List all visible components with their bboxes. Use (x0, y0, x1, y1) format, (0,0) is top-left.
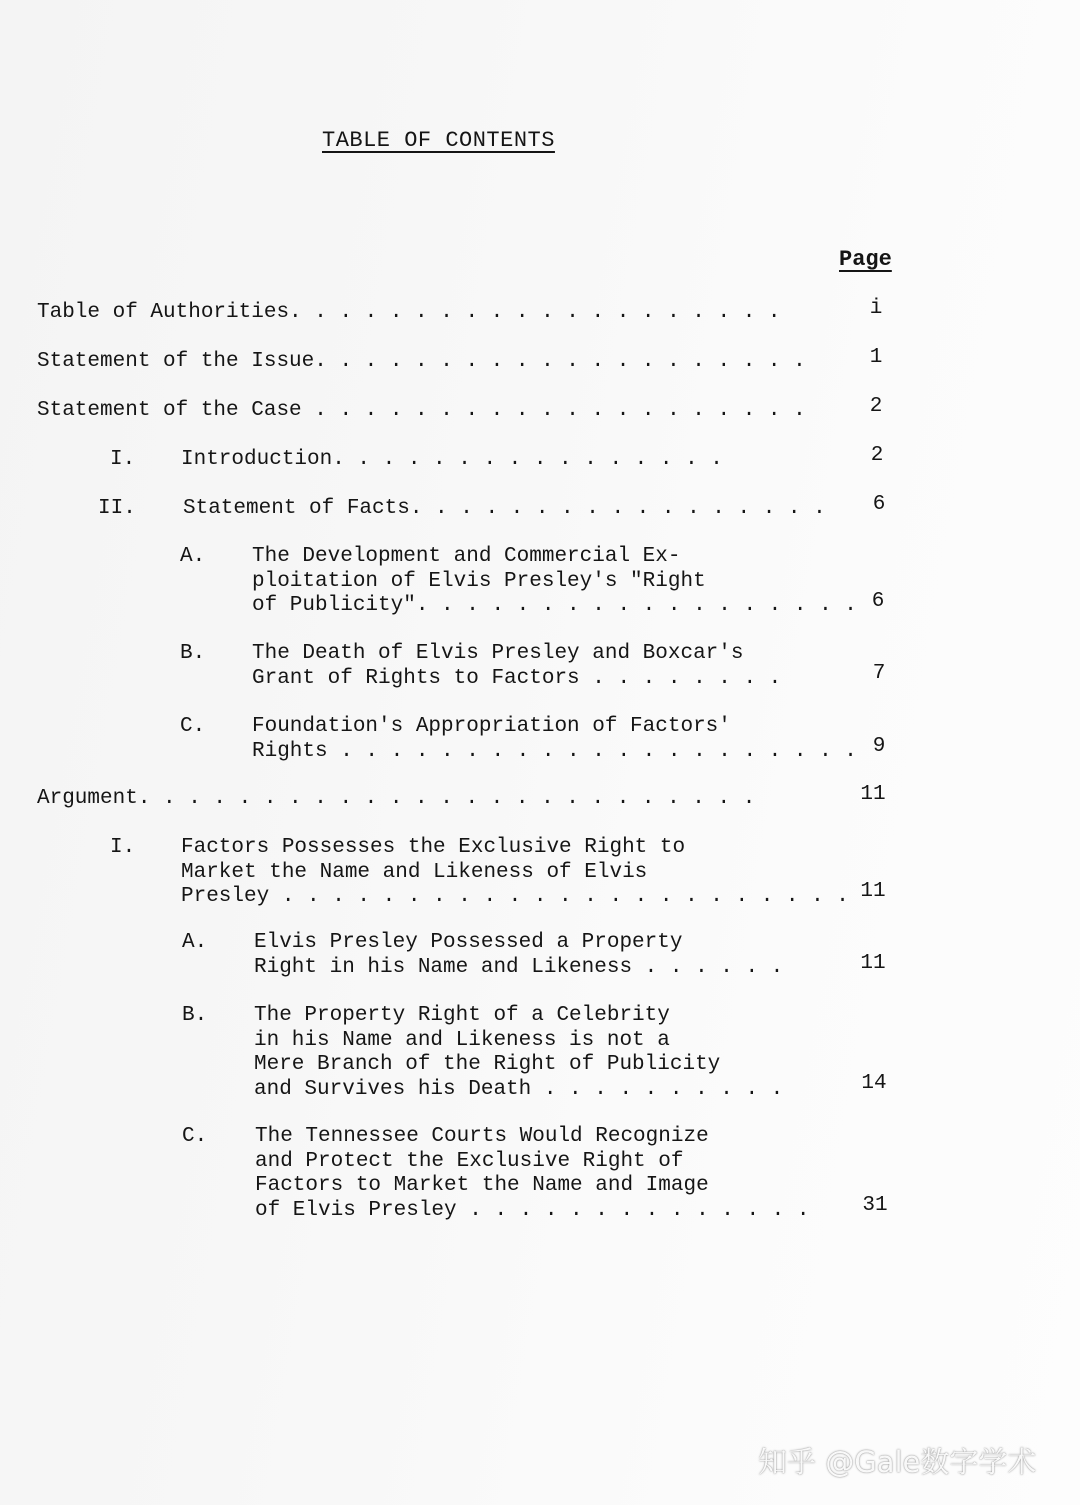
toc-subsection-marker: B. (180, 642, 206, 665)
toc-page-number: 11 (860, 952, 886, 975)
toc-entry-development-exploitation[interactable] (252, 545, 857, 619)
toc-page-number: 11 (860, 783, 886, 806)
toc-entry-argument[interactable] (37, 787, 755, 812)
toc-entry-tennessee-courts[interactable] (255, 1125, 810, 1223)
toc-page-number: 2 (869, 395, 883, 418)
toc-entry-text-line: and Protect the Exclusive Right of (255, 1149, 684, 1173)
toc-section-marker: I. (110, 448, 136, 471)
toc-entry-text-line: of Publicity". . . . . . . . . . . . . . . . . . (252, 594, 857, 617)
toc-entry-text-line: Market the Name and Likeness of Elvis (181, 860, 648, 884)
toc-entry-statement-of-issue[interactable] (37, 350, 806, 375)
toc-page-number: 11 (860, 880, 886, 903)
toc-entry-text-line: Foundation's Appropriation of Factors' (252, 715, 731, 738)
toc-entry-text-line: Presley . . . . . . . . . . . . . . . . . . . . . . . (181, 885, 849, 908)
toc-entry-text-line: Factors Possesses the Exclusive Right to (181, 836, 686, 859)
toc-entry-text-line: in his Name and Likeness is not a (254, 1028, 670, 1052)
toc-entry-introduction[interactable] (181, 448, 723, 473)
toc-entry-text: Introduction. . . . . . . . . . . . . . . . (181, 448, 723, 471)
toc-entry-statement-of-case[interactable] (37, 399, 806, 424)
toc-entry-death-grant-of-rights[interactable] (252, 642, 781, 691)
toc-entry-table-of-authorities[interactable] (37, 301, 781, 326)
toc-entry-celebrity-property-right[interactable] (254, 1004, 783, 1102)
toc-subsection-marker: C. (180, 715, 206, 738)
page-title: TABLE OF CONTENTS (322, 128, 555, 153)
toc-entry-text-line: The Tennessee Courts Would Recognize (255, 1125, 709, 1148)
toc-entry-text: Statement of the Issue. . . . . . . . . . . . . . . . . . . . (37, 350, 806, 373)
watermark: 知乎 @Gale数字学术 (758, 1445, 1037, 1479)
toc-page-number: 6 (872, 493, 886, 516)
toc-entry-text-line: Factors to Market the Name and Image (255, 1174, 709, 1197)
toc-entry-text-line: Elvis Presley Possessed a Property (254, 931, 683, 954)
toc-page-number: 7 (872, 662, 886, 685)
toc-subsection-marker: B. (182, 1004, 208, 1027)
toc-entry-text-line: The Property Right of a Celebrity (254, 1004, 670, 1027)
toc-entry-text-line: The Development and Commercial Ex- (252, 545, 681, 568)
toc-entry-statement-of-facts[interactable] (183, 497, 826, 522)
toc-entry-text-line: Rights . . . . . . . . . . . . . . . . . . . . . (252, 739, 857, 763)
toc-entry-factors-exclusive-right[interactable] (181, 836, 849, 910)
toc-page-number: i (869, 297, 883, 320)
toc-entry-text-line: The Death of Elvis Presley and Boxcar's (252, 642, 744, 665)
toc-entry-text: Statement of Facts. . . . . . . . . . . . . . . . . (183, 497, 826, 520)
toc-subsection-marker: A. (180, 545, 206, 568)
toc-entry-text-line: Right in his Name and Likeness . . . . . . (254, 955, 784, 979)
toc-section-marker: I. (110, 836, 136, 859)
toc-entry-text: Statement of the Case . . . . . . . . . . . . . . . . . . . . (37, 399, 806, 422)
toc-section-marker: II. (98, 497, 136, 520)
toc-entry-property-right-name-likeness[interactable] (254, 931, 783, 980)
page-column-header: Page (839, 247, 892, 272)
toc-page-number: 9 (872, 735, 886, 758)
toc-subsection-marker: A. (182, 931, 208, 954)
toc-page-number: 2 (870, 444, 884, 467)
toc-entry-text-line: of Elvis Presley . . . . . . . . . . . . . . (255, 1198, 810, 1222)
toc-page-number: 31 (862, 1194, 888, 1217)
toc-page-number: 6 (871, 590, 885, 613)
toc-entry-text-line: and Survives his Death . . . . . . . . . . (254, 1077, 784, 1101)
toc-page-number: 14 (861, 1072, 887, 1095)
toc-entry-text-line: Mere Branch of the Right of Publicity (254, 1053, 721, 1076)
toc-entry-text-line: ploitation of Elvis Presley's "Right (252, 569, 706, 593)
toc-entry-text: Argument. . . . . . . . . . . . . . . . . . . . . . . . . (37, 787, 756, 810)
toc-page-number: 1 (869, 346, 883, 369)
toc-entry-text-line: Grant of Rights to Factors . . . . . . . . (252, 666, 782, 690)
toc-subsection-marker: C. (182, 1125, 208, 1148)
toc-entry-text: Table of Authorities. . . . . . . . . . . . . . . . . . . . (37, 301, 781, 324)
toc-entry-foundation-appropriation[interactable] (252, 715, 857, 764)
